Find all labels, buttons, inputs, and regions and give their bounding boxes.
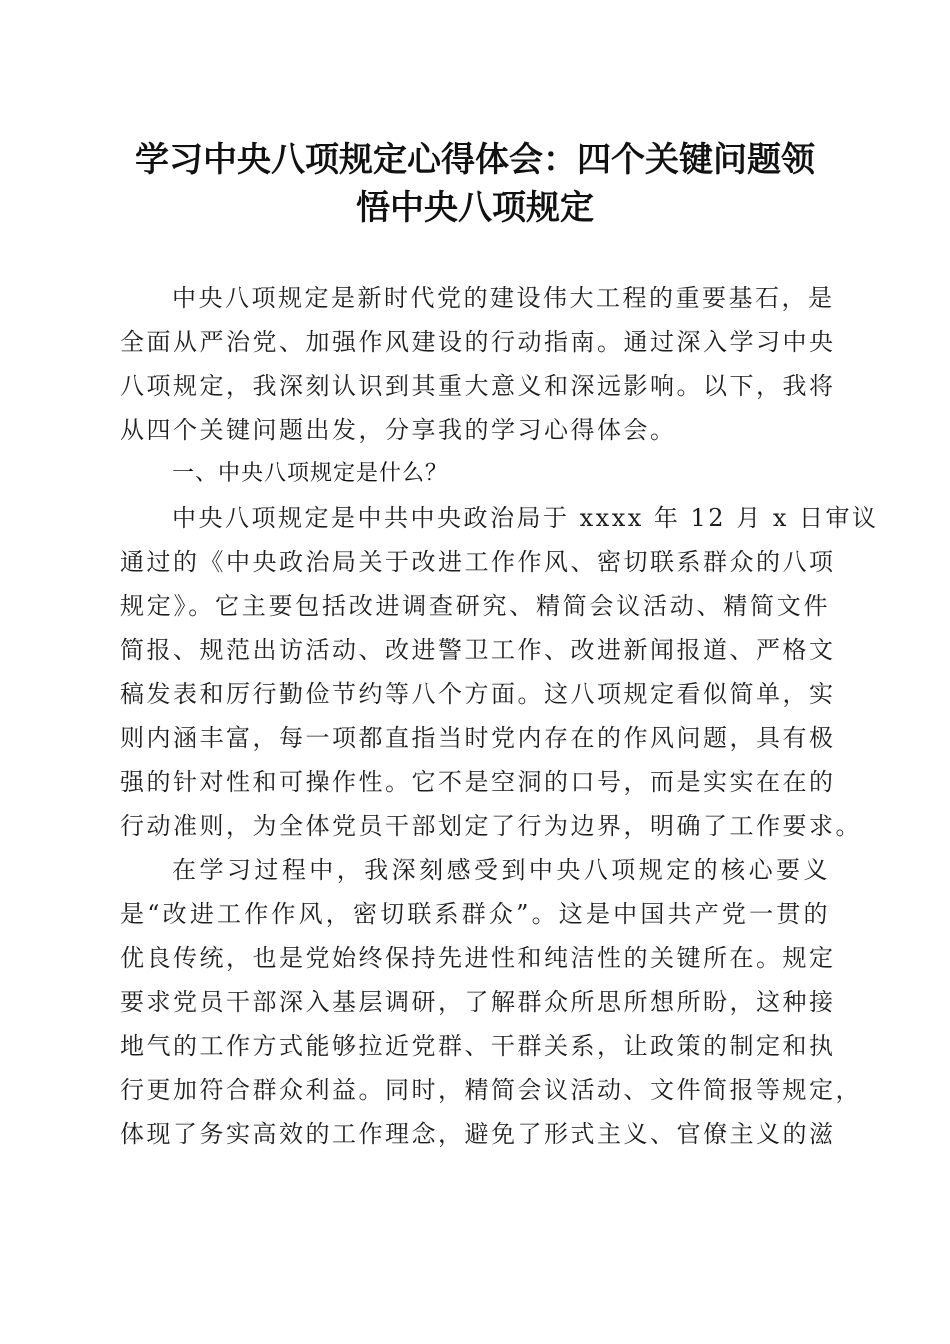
paragraph-line: 行动准则，为全体党员干部划定了行为边界，明确了工作要求。: [120, 812, 862, 840]
paragraph-line: 简报、规范出访活动、改进警卫工作、改进新闻报道、严格文: [120, 636, 836, 664]
paragraph-line: 行更加符合群众利益。同时，精简会议活动、文件简报等规定，: [120, 1076, 862, 1104]
paragraph-line: 地气的工作方式能够拉近党群、干群关系，让政策的制定和执: [120, 1032, 836, 1060]
paragraph-line: 八项规定，我深刻认识到其重大意义和深远影响。以下，我将: [120, 372, 836, 400]
paragraph-line: 要求党员干部深入基层调研，了解群众所思所想所盼，这种接: [120, 988, 836, 1016]
paragraph-line: 稿发表和厉行勤俭节约等八个方面。这八项规定看似简单，实: [120, 680, 836, 708]
paragraph-line: 中央八项规定是中共中央政治局于 xxxx 年 12 月 x 日审议: [172, 504, 879, 532]
paragraph-line: 强的针对性和可操作性。它不是空洞的口号，而是实实在在的: [120, 768, 836, 796]
paragraph-line: 体现了务实高效的工作理念，避免了形式主义、官僚主义的滋: [120, 1120, 836, 1148]
title-line-2: 悟中央八项规定: [356, 188, 594, 228]
paragraph-line: 从四个关键问题出发，分享我的学习心得体会。: [120, 416, 677, 444]
paragraph-line: 通过的《中央政治局关于改进工作作风、密切联系群众的八项: [120, 548, 836, 576]
document-body: [120, 276, 879, 1156]
document-title: [110, 136, 840, 232]
paragraph-line: 在学习过程中，我深刻感受到中央八项规定的核心要义: [172, 856, 830, 884]
title-line-1: 学习中央八项规定心得体会：四个关键问题领: [135, 140, 815, 180]
paragraph-line: 全面从严治党、加强作风建设的行动指南。通过深入学习中央: [120, 328, 836, 356]
paragraph-line: 中央八项规定是新时代党的建设伟大工程的重要基石，是: [172, 284, 835, 312]
paragraph-line: 是“改进工作作风，密切联系群众”。这是中国共产党一贯的: [120, 900, 830, 928]
paragraph-line: 规定》。它主要包括改进调查研究、精简会议活动、精简文件: [120, 592, 830, 620]
section-heading: 一、中央八项规定是什么？: [172, 461, 449, 486]
paragraph-line: 则内涵丰富，每一项都直指当时党内存在的作风问题，具有极: [120, 724, 836, 752]
paragraph-line: 优良传统，也是党始终保持先进性和纯洁性的关键所在。规定: [120, 944, 836, 972]
